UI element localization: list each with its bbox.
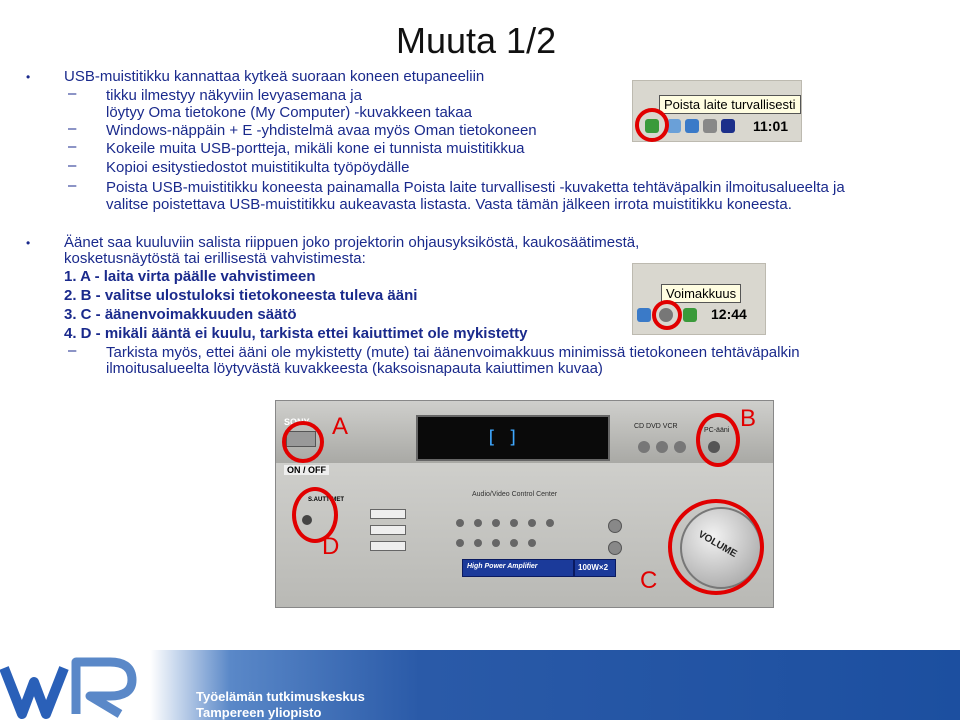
amp-power-badge (574, 559, 616, 577)
control-center-label: Audio/Video Control Center (472, 491, 558, 498)
input-knob-vcr[interactable] (674, 441, 686, 453)
mute-label: S.AUTTIMET (308, 497, 344, 503)
amp-button[interactable] (370, 509, 406, 519)
step-3: 3. C - äänenvoimakkuuden säätö (64, 306, 297, 323)
marker-a-label: A (332, 413, 349, 440)
highlight-circle (652, 300, 682, 330)
logo (0, 648, 190, 720)
display-readout: [ ] (486, 427, 519, 448)
marker-d-label: D (322, 533, 340, 560)
step-2: 2. B - valitse ulostuloksi tietokoneesta tuleva ääni (64, 287, 418, 304)
antivirus-icon (721, 119, 735, 133)
amp-button[interactable] (370, 525, 406, 535)
footer-line2: Tampereen yliopisto (196, 705, 322, 720)
network-icon (637, 308, 651, 322)
marker-c-circle (668, 499, 764, 595)
bullet-marker: • (26, 70, 31, 84)
amp-small-button[interactable] (474, 539, 482, 547)
amp-badge-text: High Power Amplifier (467, 563, 538, 570)
input-knob-cd[interactable] (638, 441, 650, 453)
tooltip-volume: Voimakkuus (661, 284, 741, 303)
section1-item-2: Windows-näppäin + E -yhdistelmä avaa myös Oman tietokoneen (106, 122, 537, 139)
amp-small-button[interactable] (456, 519, 464, 527)
dash-marker: – (68, 138, 77, 155)
pc-input-label: PC-ääni (704, 427, 730, 434)
input-knob-dvd[interactable] (656, 441, 668, 453)
safely-remove-icon (683, 308, 697, 322)
dash-marker: – (68, 157, 77, 174)
tooltip-safely-remove: Poista laite turvallisesti (659, 95, 801, 114)
amp-power-text: 100W×2 (578, 563, 609, 572)
highlight-circle (635, 108, 669, 142)
section1-item-3: Kokeile muita USB-portteja, mikäli kone ei tunnista muistitikkua (106, 140, 525, 157)
speaker-icon (703, 119, 717, 133)
monitor-icon (685, 119, 699, 133)
section2-bullet-line2: kosketusnäytöstä tai erillisestä vahvistimesta: (64, 250, 366, 267)
volume-label: VOLUME (696, 529, 739, 560)
amp-button[interactable] (370, 541, 406, 551)
section1-item-4: Kopioi esitystiedostot muistitikulta työpöydälle (106, 159, 410, 176)
amp-badge (462, 559, 574, 577)
on-off-label: ON / OFF (284, 465, 329, 475)
bullet-marker: • (26, 236, 31, 250)
dash-marker: – (68, 177, 77, 194)
marker-a-circle (282, 421, 324, 463)
amp-small-button[interactable] (510, 519, 518, 527)
section1-bullet: USB-muistitikku kannattaa kytkeä suoraan koneen etupaneeliin (64, 68, 485, 85)
slide-title: Muuta 1/2 (396, 20, 557, 61)
tray-clock: 11:01 (753, 118, 789, 134)
dash-marker: – (68, 342, 77, 359)
tray-screenshot-safely-remove (632, 80, 802, 142)
marker-b-circle (696, 413, 740, 467)
tray-clock: 12:44 (711, 306, 747, 322)
amp-small-button[interactable] (528, 539, 536, 547)
section1-item-5: Poista USB-muistitikku koneesta painamalla Poista laite turvallisesti -kuvaketta tehtäväpalkin ilmoitusalueelta ja (106, 179, 845, 196)
amp-small-button[interactable] (546, 519, 554, 527)
amp-display (416, 415, 610, 461)
tray-screenshot-volume (632, 263, 766, 335)
section1-item-1: löytyy Oma tietokone (My Computer) -kuvakkeen takaa (106, 104, 472, 121)
section1-item-0: tikku ilmestyy näkyviin levyasemana ja (106, 87, 362, 104)
marker-b-label: B (740, 405, 757, 432)
step-4: 4. D - mikäli ääntä ei kuulu, tarkista ettei kaiuttimet ole mykistetty (64, 325, 528, 342)
amp-small-button[interactable] (510, 539, 518, 547)
section2-note-line1: Tarkista myös, ettei ääni ole mykistetty (mute) tai äänenvoimakkuus minimissä tietokoneen tehtäväpalkin (106, 344, 800, 361)
treble-knob[interactable] (608, 541, 622, 555)
section2-note-line2: ilmoitusalueelta löytyvästä kuvakkeesta (kaksoisnapauta kaiuttimen kuvaa) (106, 360, 603, 377)
section1-item-6: valitse poistettava USB-muistitikku aukeavasta listasta. Vasta tämän jälkeen irrota muistitikku koneesta. (106, 196, 792, 213)
amp-small-button[interactable] (492, 519, 500, 527)
dash-marker: – (68, 120, 77, 137)
bass-knob[interactable] (608, 519, 622, 533)
network-icon (667, 119, 681, 133)
input-labels: CD DVD VCR (634, 423, 678, 430)
step-1: 1. A - laita virta päälle vahvistimeen (64, 268, 316, 285)
amp-brand: SONY (284, 417, 310, 427)
dash-marker: – (68, 85, 77, 102)
amp-small-button[interactable] (528, 519, 536, 527)
footer-line1: Työelämän tutkimuskeskus (196, 689, 365, 704)
marker-c-label: C (640, 567, 658, 594)
amplifier-photo (275, 400, 774, 608)
amp-small-button[interactable] (492, 539, 500, 547)
amp-small-button[interactable] (474, 519, 482, 527)
section2-bullet-line1: Äänet saa kuuluviin salista riippuen joko projektorin ohjausyksiköstä, kaukosäätimestä, (64, 234, 640, 251)
amp-small-button[interactable] (456, 539, 464, 547)
